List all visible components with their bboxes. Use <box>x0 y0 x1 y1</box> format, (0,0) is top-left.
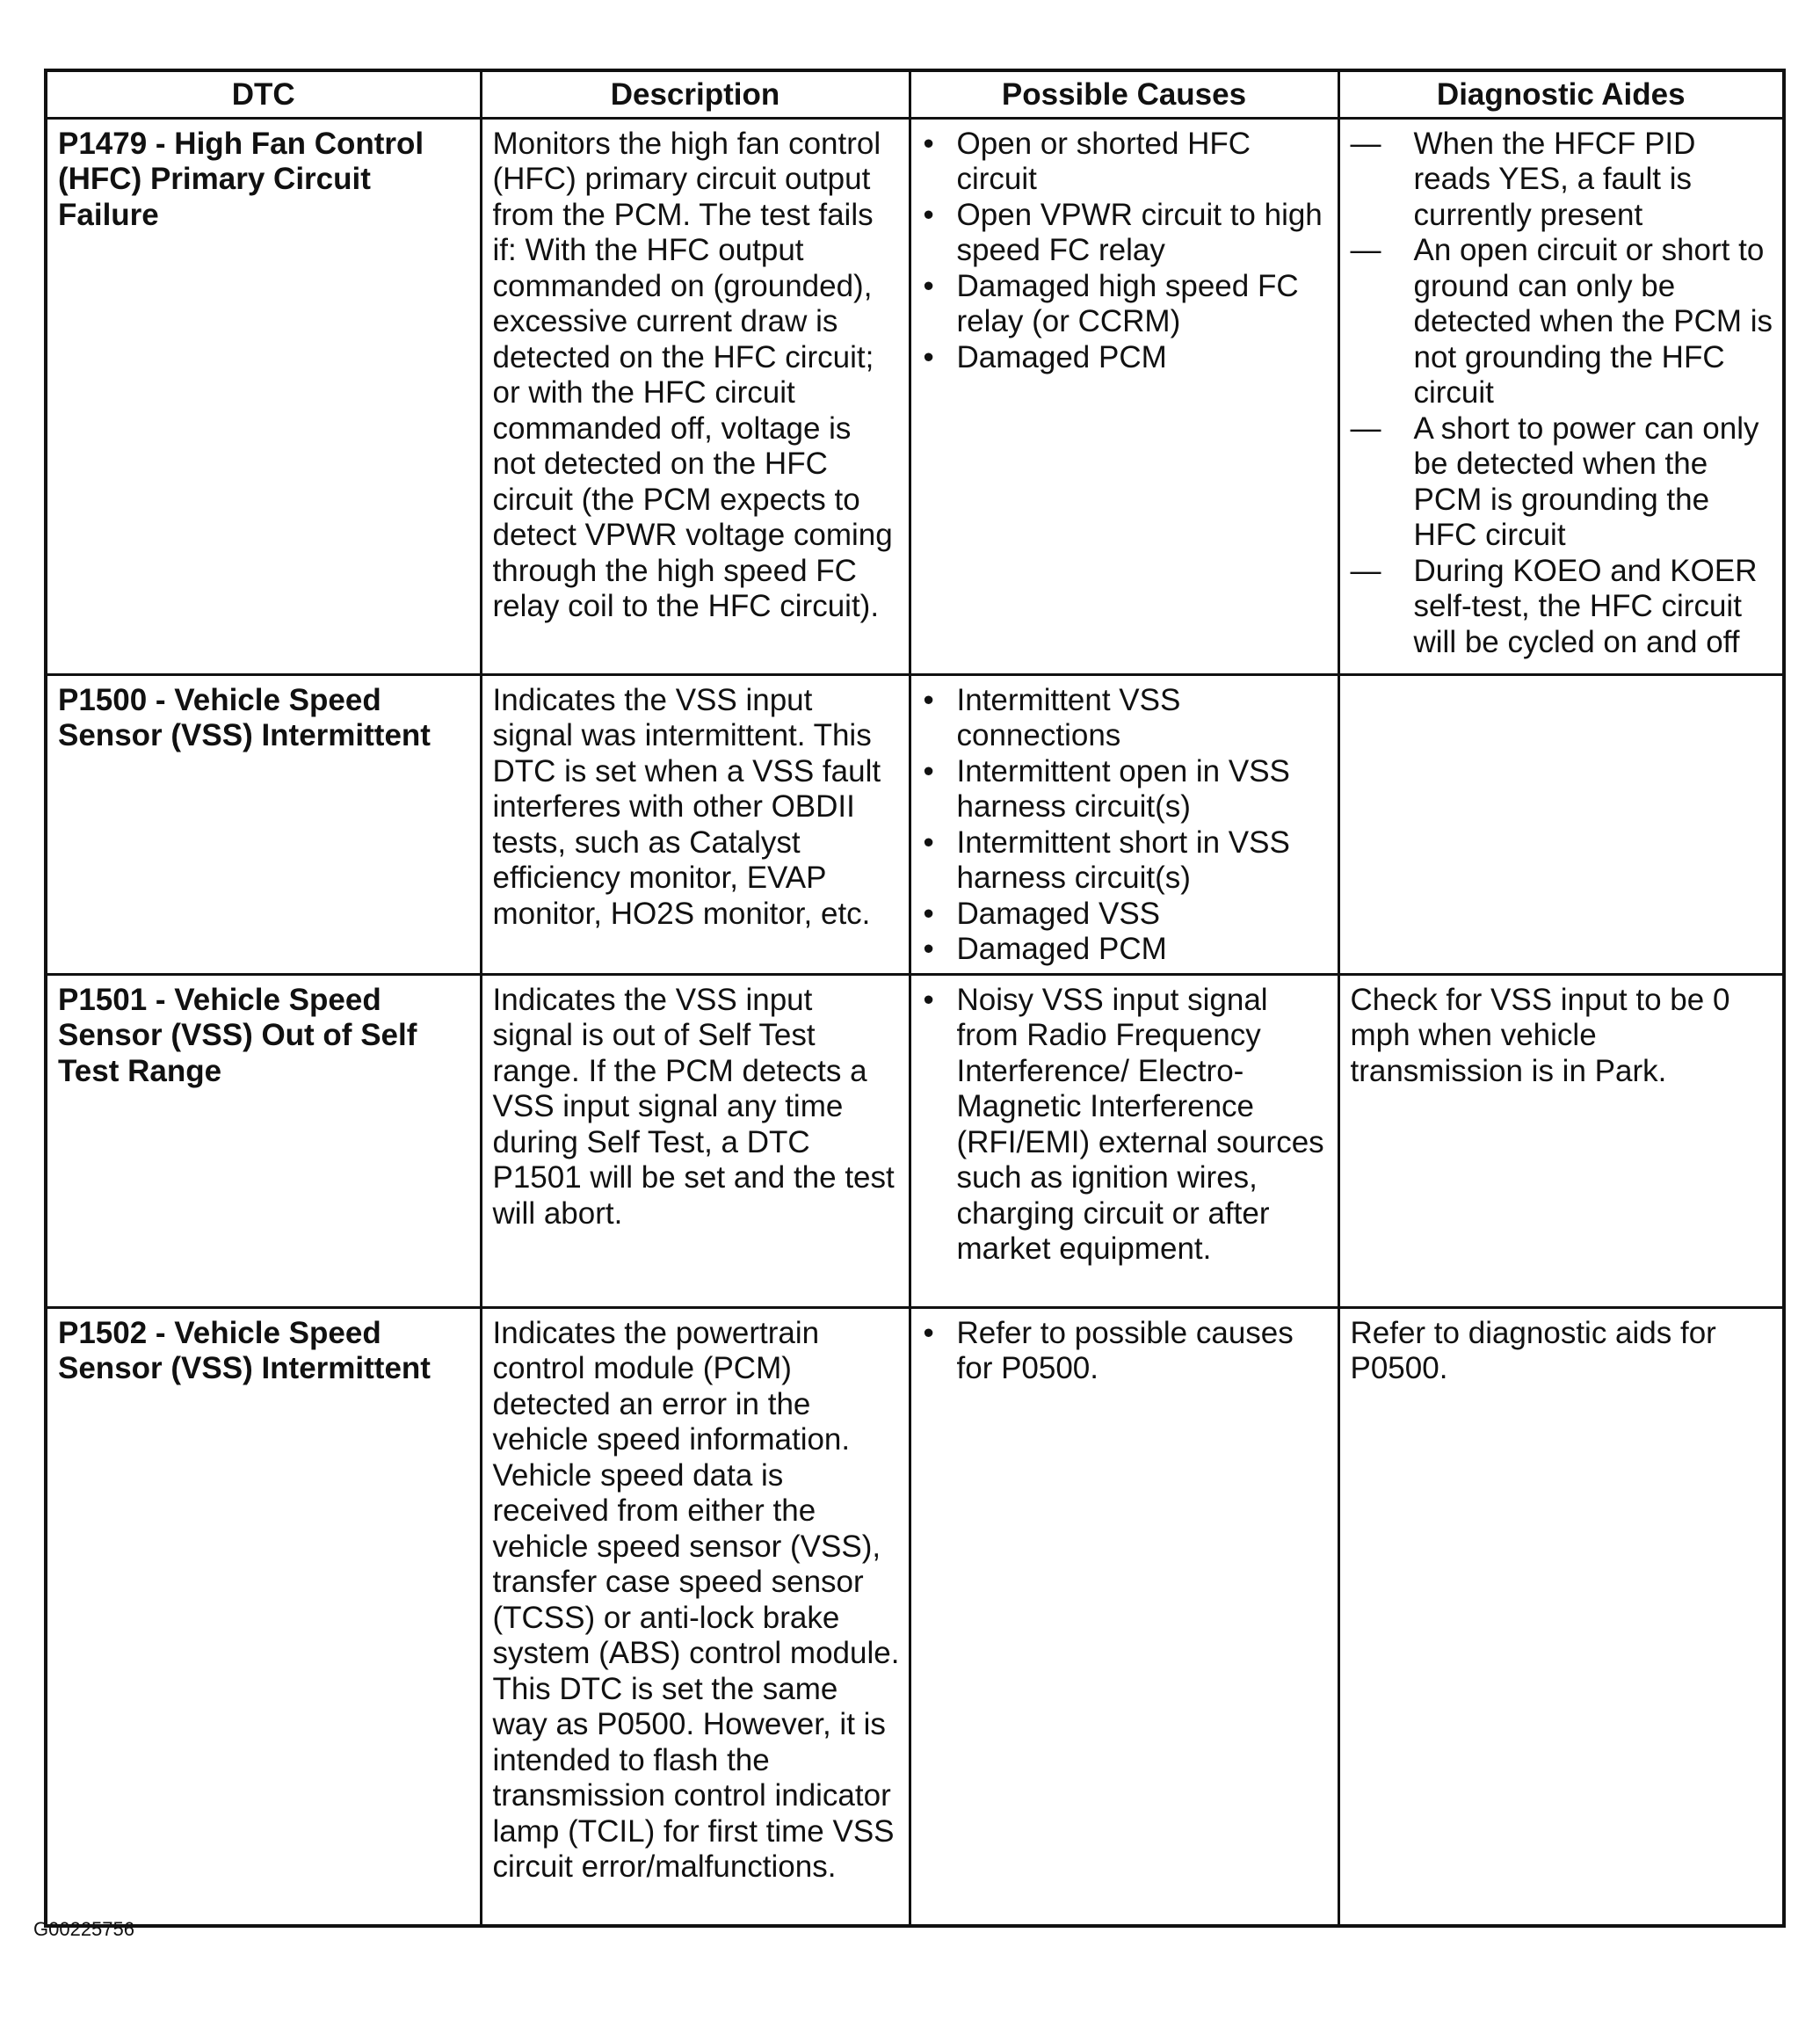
list-item: • Intermittent VSS connections <box>923 682 1181 752</box>
list-item: • Damaged high speed FC relay (or CCRM) <box>923 268 1299 338</box>
list-item: — During KOEO and KOER self-test, the HFC circuit will be cycled on and off <box>1350 553 1758 659</box>
causes-cell <box>910 974 1338 1307</box>
list-item: • Open VPWR circuit to high speed FC relay <box>923 197 1323 267</box>
bullet-icon: • <box>923 1315 934 1350</box>
bullet-icon: • <box>923 982 934 1017</box>
bullet-icon: • <box>923 825 934 860</box>
dtc-code-cell: P1479 - High Fan Control (HFC) Primary Circuit Failure <box>46 118 481 674</box>
list-item: — A short to power can only be detected when the PCM is grounding the HFC circuit <box>1350 411 1759 552</box>
bullet-icon: • <box>923 753 934 788</box>
table-row <box>46 674 1784 974</box>
figure-id: G00225756 <box>33 1918 134 1940</box>
aids-list <box>1351 127 1774 661</box>
table-row <box>46 1307 1784 1926</box>
dash-icon: — <box>1350 411 1381 446</box>
header-description: Description <box>481 70 910 118</box>
aids-cell <box>1338 674 1784 974</box>
list-item: • Noisy VSS input signal from Radio Frequency Interference/ Electro-Magnetic Interference (RFI/EMI) external sources such as ignition wires, charging circuit or after market equipment. <box>923 982 1324 1266</box>
description-cell: Indicates the powertrain control module (PCM) detected an error in the vehicle speed information. Vehicle speed data is received from either the vehicle speed sensor (VSS), transfer case speed sensor (TCSS) or anti-lock brake system (ABS) control module. This DTC is set the same way as P0500. However, it is intended to flash the transmission control indicator lamp (TCIL) for first time VSS circuit error/malfunctions. <box>481 1307 910 1926</box>
list-item: • Damaged VSS <box>923 896 1161 931</box>
dash-icon: — <box>1350 233 1381 267</box>
list-item: • Refer to possible causes for P0500. <box>923 1315 1294 1385</box>
dash-icon: — <box>1350 126 1381 161</box>
table-row <box>46 118 1784 674</box>
description-cell: Indicates the VSS input signal was intermittent. This DTC is set when a VSS fault interferes with other OBDII tests, such as Catalyst efficiency monitor, EVAP monitor, HO2S monitor, etc. <box>481 674 910 974</box>
aids-cell <box>1338 118 1784 674</box>
dash-icon: — <box>1350 553 1381 588</box>
causes-cell <box>910 118 1338 674</box>
bullet-icon: • <box>923 896 934 931</box>
dtc-code-cell: P1502 - Vehicle Speed Sensor (VSS) Intermittent <box>46 1307 481 1926</box>
causes-list <box>922 1316 1329 1387</box>
list-item: — An open circuit or short to ground can only be detected when the PCM is not grounding the HFC circuit <box>1350 233 1773 410</box>
causes-list <box>922 983 1329 1268</box>
list-item: • Damaged PCM <box>923 932 1167 966</box>
causes-list <box>922 683 1329 968</box>
aids-cell: Refer to diagnostic aids for P0500. <box>1338 1307 1784 1926</box>
header-row <box>46 70 1784 118</box>
bullet-icon: • <box>923 268 934 303</box>
causes-list <box>922 127 1329 376</box>
list-item: — When the HFCF PID reads YES, a fault is currently present <box>1350 126 1696 232</box>
bullet-icon: • <box>923 682 934 717</box>
list-item: • Intermittent open in VSS harness circuit(s) <box>923 753 1290 824</box>
dtc-code-cell: P1500 - Vehicle Speed Sensor (VSS) Intermittent <box>46 674 481 974</box>
list-item: • Intermittent short in VSS harness circuit(s) <box>923 825 1290 895</box>
bullet-icon: • <box>923 339 934 374</box>
description-cell: Indicates the VSS input signal is out of Self Test range. If the PCM detects a VSS input signal any time during Self Test, a DTC P1501 will be set and the test will abort. <box>481 974 910 1307</box>
bullet-icon: • <box>923 197 934 232</box>
table-row <box>46 974 1784 1307</box>
description-cell: Monitors the high fan control (HFC) primary circuit output from the PCM. The test fails if: With the HFC output commanded on (grounded), excessive current draw is detected on the HFC circuit; or with the HFC circuit commanded off, voltage is not detected on the HFC circuit (the PCM expects to detect VPWR voltage coming through the high speed FC relay coil to the HFC circuit). <box>481 118 910 674</box>
header-diagnostic-aides: Diagnostic Aides <box>1338 70 1784 118</box>
causes-cell <box>910 1307 1338 1926</box>
causes-cell <box>910 674 1338 974</box>
header-dtc: DTC <box>46 70 481 118</box>
dtc-table <box>44 69 1786 1928</box>
aids-cell: Check for VSS input to be 0 mph when vehicle transmission is in Park. <box>1338 974 1784 1307</box>
bullet-icon: • <box>923 932 934 966</box>
list-item: • Damaged PCM <box>923 339 1167 374</box>
list-item: • Open or shorted HFC circuit <box>923 126 1251 196</box>
dtc-code-cell: P1501 - Vehicle Speed Sensor (VSS) Out of Self Test Range <box>46 974 481 1307</box>
bullet-icon: • <box>923 126 934 161</box>
header-possible-causes: Possible Causes <box>910 70 1338 118</box>
